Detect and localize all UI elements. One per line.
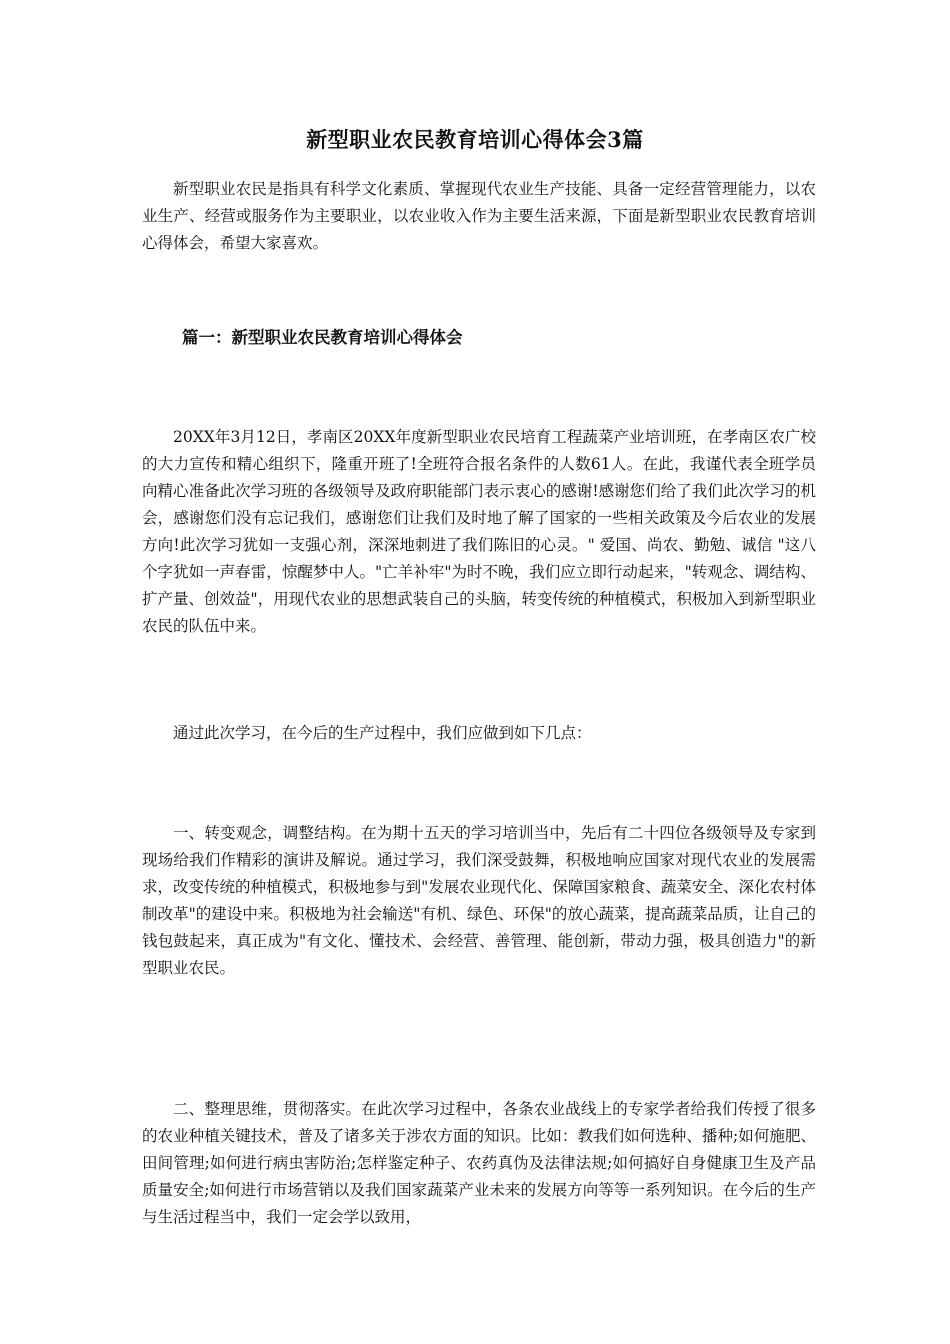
body-paragraph-3: 一、转变观念，调整结构。在为期十五天的学习培训当中，先后有二十四位各级领导及专家到现场给我们作精彩的演讲及解说。通过学习，我们深受鼓舞，积极地响应国家对现代农业的发展需求，改变传统的种植模式，积极地参与到"发展农业现代化、保障国家粮食、蔬菜安全、深化农村体制改革"的建设中来。积极地为社会输送"有机、绿色、环保"的放心蔬菜，提高蔬菜品质，让自己的钱包鼓起来，真正成为"有文化、懂技术、会经营、善管理、能创新，带动力强，极具创造力"的新型职业农民。: [142, 824, 816, 977]
body-paragraph-4: 二、整理思维，贯彻落实。在此次学习过程中，各条农业战线上的专家学者给我们传授了很多的农业种植关键技术，普及了诸多关于涉农方面的知识。比如：教我们如何选种、播种;如何施肥、田间管理;如何进行病虫害防治;怎样鉴定种子、农药真伪及法律法规;如何搞好自身健康卫生及产品质量安全;如何进行市场营销以及我们国家蔬菜产业未来的发展方向等等一系列知识。在今后的生产与生活过程当中，我们一定会学以致用，: [142, 1100, 816, 1226]
document-title: 新型职业农民教育培训心得体会3篇: [306, 127, 644, 152]
intro-paragraph: 新型职业农民是指具有科学文化素质、掌握现代农业生产技能、具备一定经营管理能力，以农业生产、经营或服务作为主要职业，以农业收入作为主要生活来源，下面是新型职业农民教育培训心得体会，希望大家喜欢。: [142, 180, 816, 252]
body-paragraph-1: 20XX年3月12日，孝南区20XX年度新型职业农民培育工程蔬菜产业培训班，在孝南区农广校的大力宣传和精心组织下，隆重开班了!全班符合报名条件的人数61人。在此，我谨代表全班学员向精心准备此次学习班的各级领导及政府职能部门表示衷心的感谢!感谢您们给了我们此次学习的机会，感谢您们没有忘记我们，感谢您们让我们及时地了解了国家的一些相关政策及今后农业的发展方向!此次学习犹如一支强心剂，深深地刺进了我们陈旧的心灵。" 爱国、尚农、勤勉、诚信 "这八个字犹如一声春雷，惊醒梦中人。"亡羊补牢"为时不晚，我们应立即行动起来，"转观念、调结构、扩产量、创效益"，用现代农业的思想武装自己的头脑，转变传统的种植模式，积极加入到新型职业农民的队伍中来。: [142, 428, 816, 635]
section-heading: 篇一：新型职业农民教育培训心得体会: [182, 328, 463, 347]
body-paragraph-2: 通过此次学习，在今后的生产过程中，我们应做到如下几点：: [173, 724, 592, 742]
